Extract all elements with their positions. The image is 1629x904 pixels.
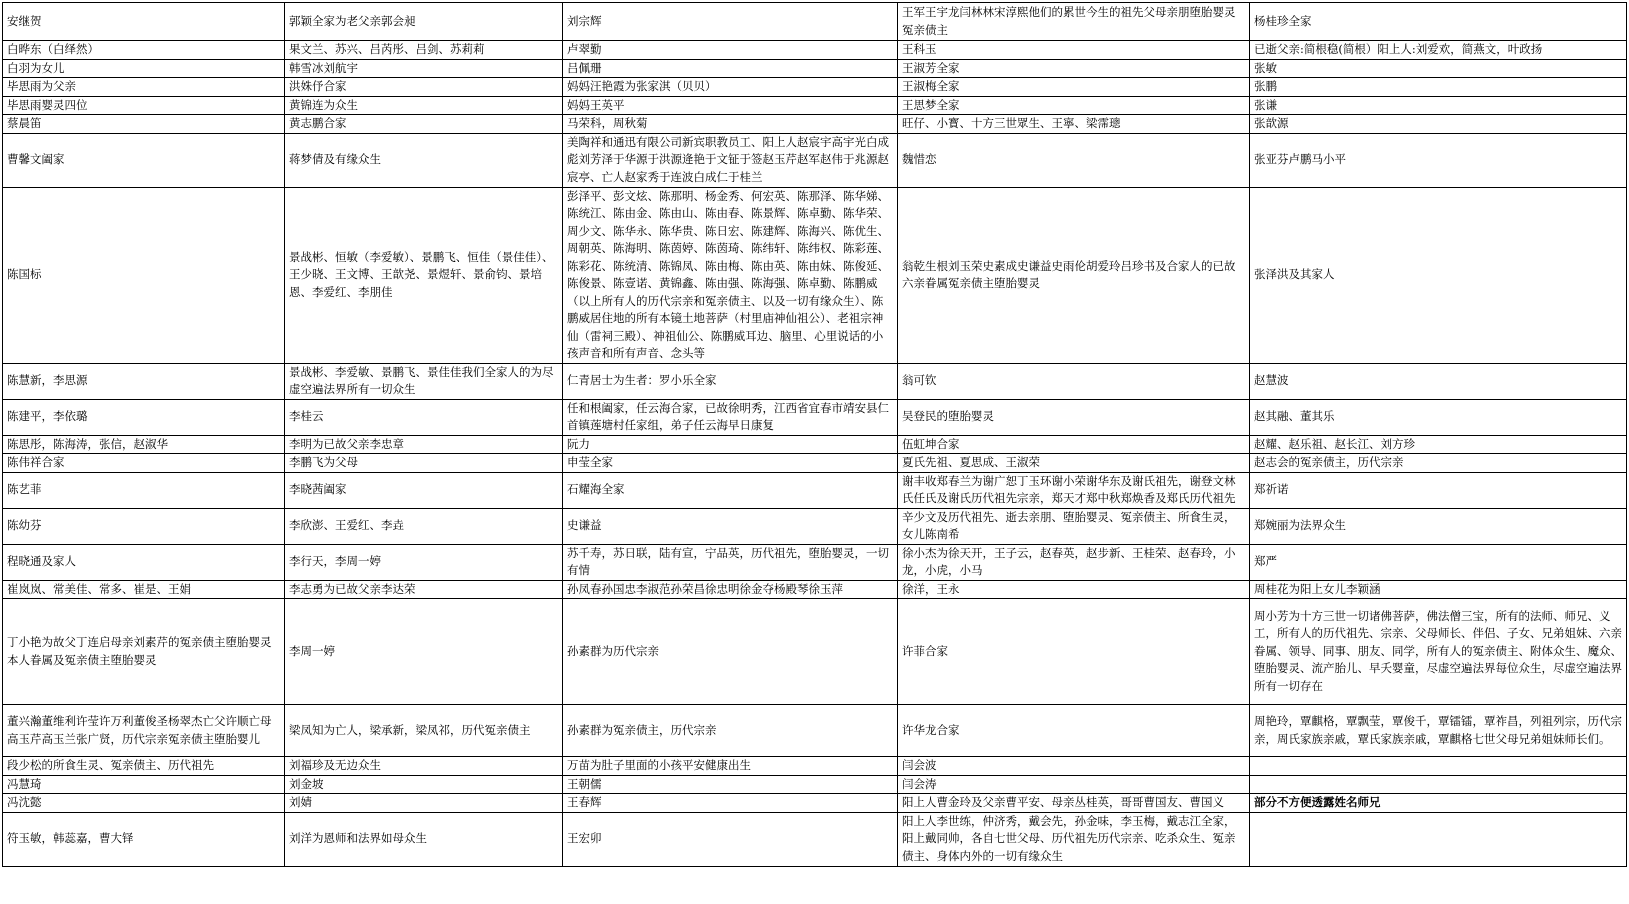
table-cell: 冯沈懿 [3,794,285,813]
table-cell: 郑严 [1250,544,1627,580]
table-cell: 周桂花为阳上女儿李颖涵 [1250,580,1627,599]
table-cell: 景战彬、恒敏（李爱敏）、景鹏飞、恒佳（景佳佳）、王少晓、王文博、王歆尧、景煜轩、景俞钧、景培恩、李爱红、李朋佳 [285,187,563,363]
table-cell: 辛少文及历代祖先、逝去亲朋、堕胎婴灵、冤亲债主、所食生灵，女儿陈南希 [898,508,1250,544]
table-cell: 吕佩珊 [563,59,898,78]
table-row [3,599,1627,705]
table-cell: 陈建平，李依璐 [3,399,285,435]
table-cell: 夏氏先祖、夏思成、王淑荣 [898,454,1250,473]
table-cell: 刘金坡 [285,775,563,794]
table-cell: 程晓通及家人 [3,544,285,580]
table-cell: 申莹全家 [563,454,898,473]
table-row [3,794,1627,813]
table-cell: 陈思彤，陈海涛，张信，赵淑华 [3,435,285,454]
table-cell: 张敏 [1250,59,1627,78]
table-cell: 王思梦全家 [898,96,1250,115]
table-cell: 徐洋，王永 [898,580,1250,599]
table-cell: 杨桂珍全家 [1250,3,1627,41]
table-cell: 许华龙合家 [898,705,1250,757]
table-cell: 董兴瀚董维利许莹许万利董俊圣杨翠杰亡父许顺亡母高玉芹高玉兰张广贤，历代宗亲冤亲债主堕胎婴儿 [3,705,285,757]
table-cell: 孙凤春孙国忠李淑范孙荣昌徐忠明徐金夺杨殿琴徐玉萍 [563,580,898,599]
table-cell: 周小芳为十方三世一切诸佛菩萨，佛法僧三宝，所有的法师、师兄、义工，所有人的历代祖先、宗亲、父母师长、伴侣、子女、兄弟姐妹、六亲眷属、领导、同事、朋友、同学，所有人的冤亲债主、附体众生、魔众、堕胎婴灵、流产胎儿、早夭婴童，尽虚空遍法界每位众生，尽虚空遍法界所有一切存在 [1250,599,1627,705]
table-cell: 史谦益 [563,508,898,544]
table-cell: 王宏卯 [563,812,898,866]
table-cell: 郑婉丽为法界众生 [1250,508,1627,544]
table-cell: 部分不方便透露姓名师兄 [1250,794,1627,813]
table-cell: 洪姝伃合家 [285,78,563,97]
table-cell: 曹馨文阖家 [3,133,285,187]
table-cell: 妈妈王英平 [563,96,898,115]
table-cell: 白羽为女儿 [3,59,285,78]
table-cell: 毕思雨为父亲 [3,78,285,97]
table-cell: 阳上人曹金玲及父亲曹平安、母亲丛桂英，哥哥曹国友、曹国义 [898,794,1250,813]
table-cell: 妈妈汪艳霞为张家淇（贝贝） [563,78,898,97]
table-cell: 刘福珍及无边众生 [285,757,563,776]
table-cell: 王春辉 [563,794,898,813]
table-cell: 符玉敏，韩蕊嘉，曹大铎 [3,812,285,866]
table-cell: 阳上人李世练，仲济秀，戴会先，孙金味，李玉梅，戴志江全家，阳上戴同帅，各自七世父母、历代祖先历代宗亲、吃杀众生、冤亲债主、身体内外的一切有缘众生 [898,812,1250,866]
table-cell: 郭颖全家为老父亲郭会昶 [285,3,563,41]
table-cell: 李晓茜阖家 [285,472,563,508]
table-cell: 陈幼芬 [3,508,285,544]
table-cell: 毕思雨婴灵四位 [3,96,285,115]
table-cell: 周艳玲，覃麒格，覃飘莹，覃俊千，覃镭镭，覃祚昌，列祖列宗，历代宗亲，周氏家族亲戚，覃氏家族亲戚，覃麒格七世父母兄弟姐妹师长们。 [1250,705,1627,757]
table-cell: 苏千寿，苏日联，陆有宣，宁品英，历代祖先，堕胎婴灵，一切有情 [563,544,898,580]
table-cell: 孙素群为冤亲债主，历代宗亲 [563,705,898,757]
table-cell: 美陶祥和通迅有限公司新宾职教员工、阳上人赵宸宇高宇光白成彪刘芳泽于华源于洪源逄艳于文钲于签赵玉芹赵军赵伟于兆源赵宸亭、亡人赵家秀于连波白成仁于桂兰 [563,133,898,187]
table-row [3,812,1627,866]
table-cell: 翁可钦 [898,363,1250,399]
table-cell: 谢丰收郑春兰为谢广恕丁玉环谢小荣谢华东及谢氏祖先，谢登文林氏任氏及谢氏历代祖先宗亲，郑天才郑中秋郑焕香及郑氏历代祖先 [898,472,1250,508]
table-cell: 张鹏 [1250,78,1627,97]
table-cell: 马荣科，周秋菊 [563,115,898,134]
table-cell: 郑祈诺 [1250,472,1627,508]
table-cell: 李志勇为已故父亲李达荣 [285,580,563,599]
table-cell: 翁乾生根刘玉荣史素成史谦益史雨伦胡爱玲吕珍书及合家人的已故六亲眷属冤亲债主堕胎婴灵 [898,187,1250,363]
table-cell: 陈伟祥合家 [3,454,285,473]
table-cell: 王科玉 [898,41,1250,60]
table-row [3,59,1627,78]
table-cell: 张泽洪及其家人 [1250,187,1627,363]
table-row [3,187,1627,363]
table-cell: 段少松的所食生灵、冤亲债主、历代祖先 [3,757,285,776]
table-cell [1250,757,1627,776]
table-row [3,508,1627,544]
table-cell: 果文兰、苏兴、吕芮彤、吕剑、苏莉莉 [285,41,563,60]
table-cell: 崔岚岚、常美佳、常多、崔是、王娟 [3,580,285,599]
table-cell [1250,812,1627,866]
table-row [3,705,1627,757]
table-cell [1250,775,1627,794]
table-cell: 韩雪冰刘航宇 [285,59,563,78]
table-cell: 仁青居士为生者：罗小乐全家 [563,363,898,399]
table-cell: 卢翠勤 [563,41,898,60]
table-row [3,454,1627,473]
table-row [3,435,1627,454]
table-cell: 刘宗辉 [563,3,898,41]
table-cell: 张谦 [1250,96,1627,115]
table-cell: 张歆源 [1250,115,1627,134]
table-row [3,757,1627,776]
table-row [3,399,1627,435]
table-row [3,544,1627,580]
table-cell: 石耀海全家 [563,472,898,508]
table-cell: 闫会波 [898,757,1250,776]
table-cell: 赵耀、赵乐祖、赵长江、刘方珍 [1250,435,1627,454]
table-cell: 赵慧波 [1250,363,1627,399]
table-cell: 安继贺 [3,3,285,41]
table-row [3,580,1627,599]
table-cell: 景战彬、李爱敏、景鹏飞、景佳佳我们全家人的为尽虚空遍法界所有一切众生 [285,363,563,399]
table-cell: 孙素群为历代宗亲 [563,599,898,705]
table-cell: 刘洋为恩师和法界如母众生 [285,812,563,866]
table-row [3,3,1627,41]
table-cell: 魏惜恋 [898,133,1250,187]
table-cell: 赵志会的冤亲债主，历代宗亲 [1250,454,1627,473]
table-cell: 陈国标 [3,187,285,363]
table-cell: 伍虹坤合家 [898,435,1250,454]
table-row [3,78,1627,97]
table-cell: 赵其融、董其乐 [1250,399,1627,435]
table-cell: 丁小艳为故父丁连启母亲刘素芹的冤亲债主堕胎婴灵本人眷属及冤亲债主堕胎婴灵 [3,599,285,705]
table-cell: 李欣澎、王爱红、李垚 [285,508,563,544]
table-cell: 徐小杰为徐天开，王子云，赵春英，赵步新、王桂荣、赵春玲，小龙，小虎，小马 [898,544,1250,580]
table-cell: 闫会涛 [898,775,1250,794]
table-cell: 李明为已故父亲李忠章 [285,435,563,454]
table-cell: 刘婧 [285,794,563,813]
table-cell: 彭泽平、彭文炫、陈那明、杨金秀、何宏英、陈那泽、陈华娣、陈统江、陈由金、陈由山、陈由春、陈景辉、陈卓勤、陈华荣、周少文、陈华永、陈华贵、陈日宏、陈建辉、陈海兴、陈优生、周朝英、陈海明、陈茵婷、陈茵琦、陈纬轩、陈纬权、陈彩莲、陈彩花、陈统清、陈锦凤、陈由梅、陈由英、陈由妹、陈俊延、陈俊景、陈壹诺、黄锦鑫、陈由强、陈海强、陈卓勤、陈鹏威（以上所有人的历代宗亲和冤亲债主、以及一切有缘众生）、陈鹏威居住地的所有本镜土地菩萨（村里庙神仙祖公）、老祖宗神仙（雷祠三殿）、神祖仙公、陈鹏威耳边、脑里、心里说话的小孩声音和所有声音、念头等 [563,187,898,363]
table-row [3,133,1627,187]
table-cell: 李鹏飞为父母 [285,454,563,473]
table-cell: 万苗为肚子里面的小孩平安健康出生 [563,757,898,776]
table-row [3,775,1627,794]
table-cell: 梁凤知为亡人，梁承新，梁凤祁，历代冤亲债主 [285,705,563,757]
table-row [3,363,1627,399]
table-cell: 白晔东（白绎然） [3,41,285,60]
table-cell: 蒋梦倩及有缘众生 [285,133,563,187]
table-cell: 张亚芬卢鹏马小平 [1250,133,1627,187]
table-cell: 任和根阖家，任云海合家，已故徐明秀，江西省宜春市靖安县仁首镇莲塘村任家组，弟子任云海早日康复 [563,399,898,435]
table-cell: 许菲合家 [898,599,1250,705]
table-cell: 蔡晨笛 [3,115,285,134]
table-cell: 李行天，李周一婷 [285,544,563,580]
table-cell: 王朝儒 [563,775,898,794]
table-cell: 李桂云 [285,399,563,435]
table-cell: 黄志鹏合家 [285,115,563,134]
table-cell: 李周一婷 [285,599,563,705]
table-cell: 旺仔、小寳、十方三世眾生、王寧、梁霈璁 [898,115,1250,134]
table-cell: 已逝父亲:简根稳(简根）阳上人:刘爱欢，简燕文，叶政扬 [1250,41,1627,60]
table-cell: 王淑芳全家 [898,59,1250,78]
table-cell: 王军王宇龙闫林林宋淳熙他们的累世今生的祖先父母亲朋堕胎婴灵冤亲债主 [898,3,1250,41]
table-cell: 阮力 [563,435,898,454]
table-body [3,3,1627,867]
table-row [3,96,1627,115]
table-cell: 冯慧琦 [3,775,285,794]
table-row [3,41,1627,60]
dedication-list-table [2,2,1627,867]
table-cell: 陈慧新，李思源 [3,363,285,399]
table-row [3,472,1627,508]
table-cell: 吴登民的堕胎婴灵 [898,399,1250,435]
table-row [3,115,1627,134]
table-cell: 陈艺菲 [3,472,285,508]
table-cell: 王淑梅全家 [898,78,1250,97]
table-cell: 黄锦连为众生 [285,96,563,115]
